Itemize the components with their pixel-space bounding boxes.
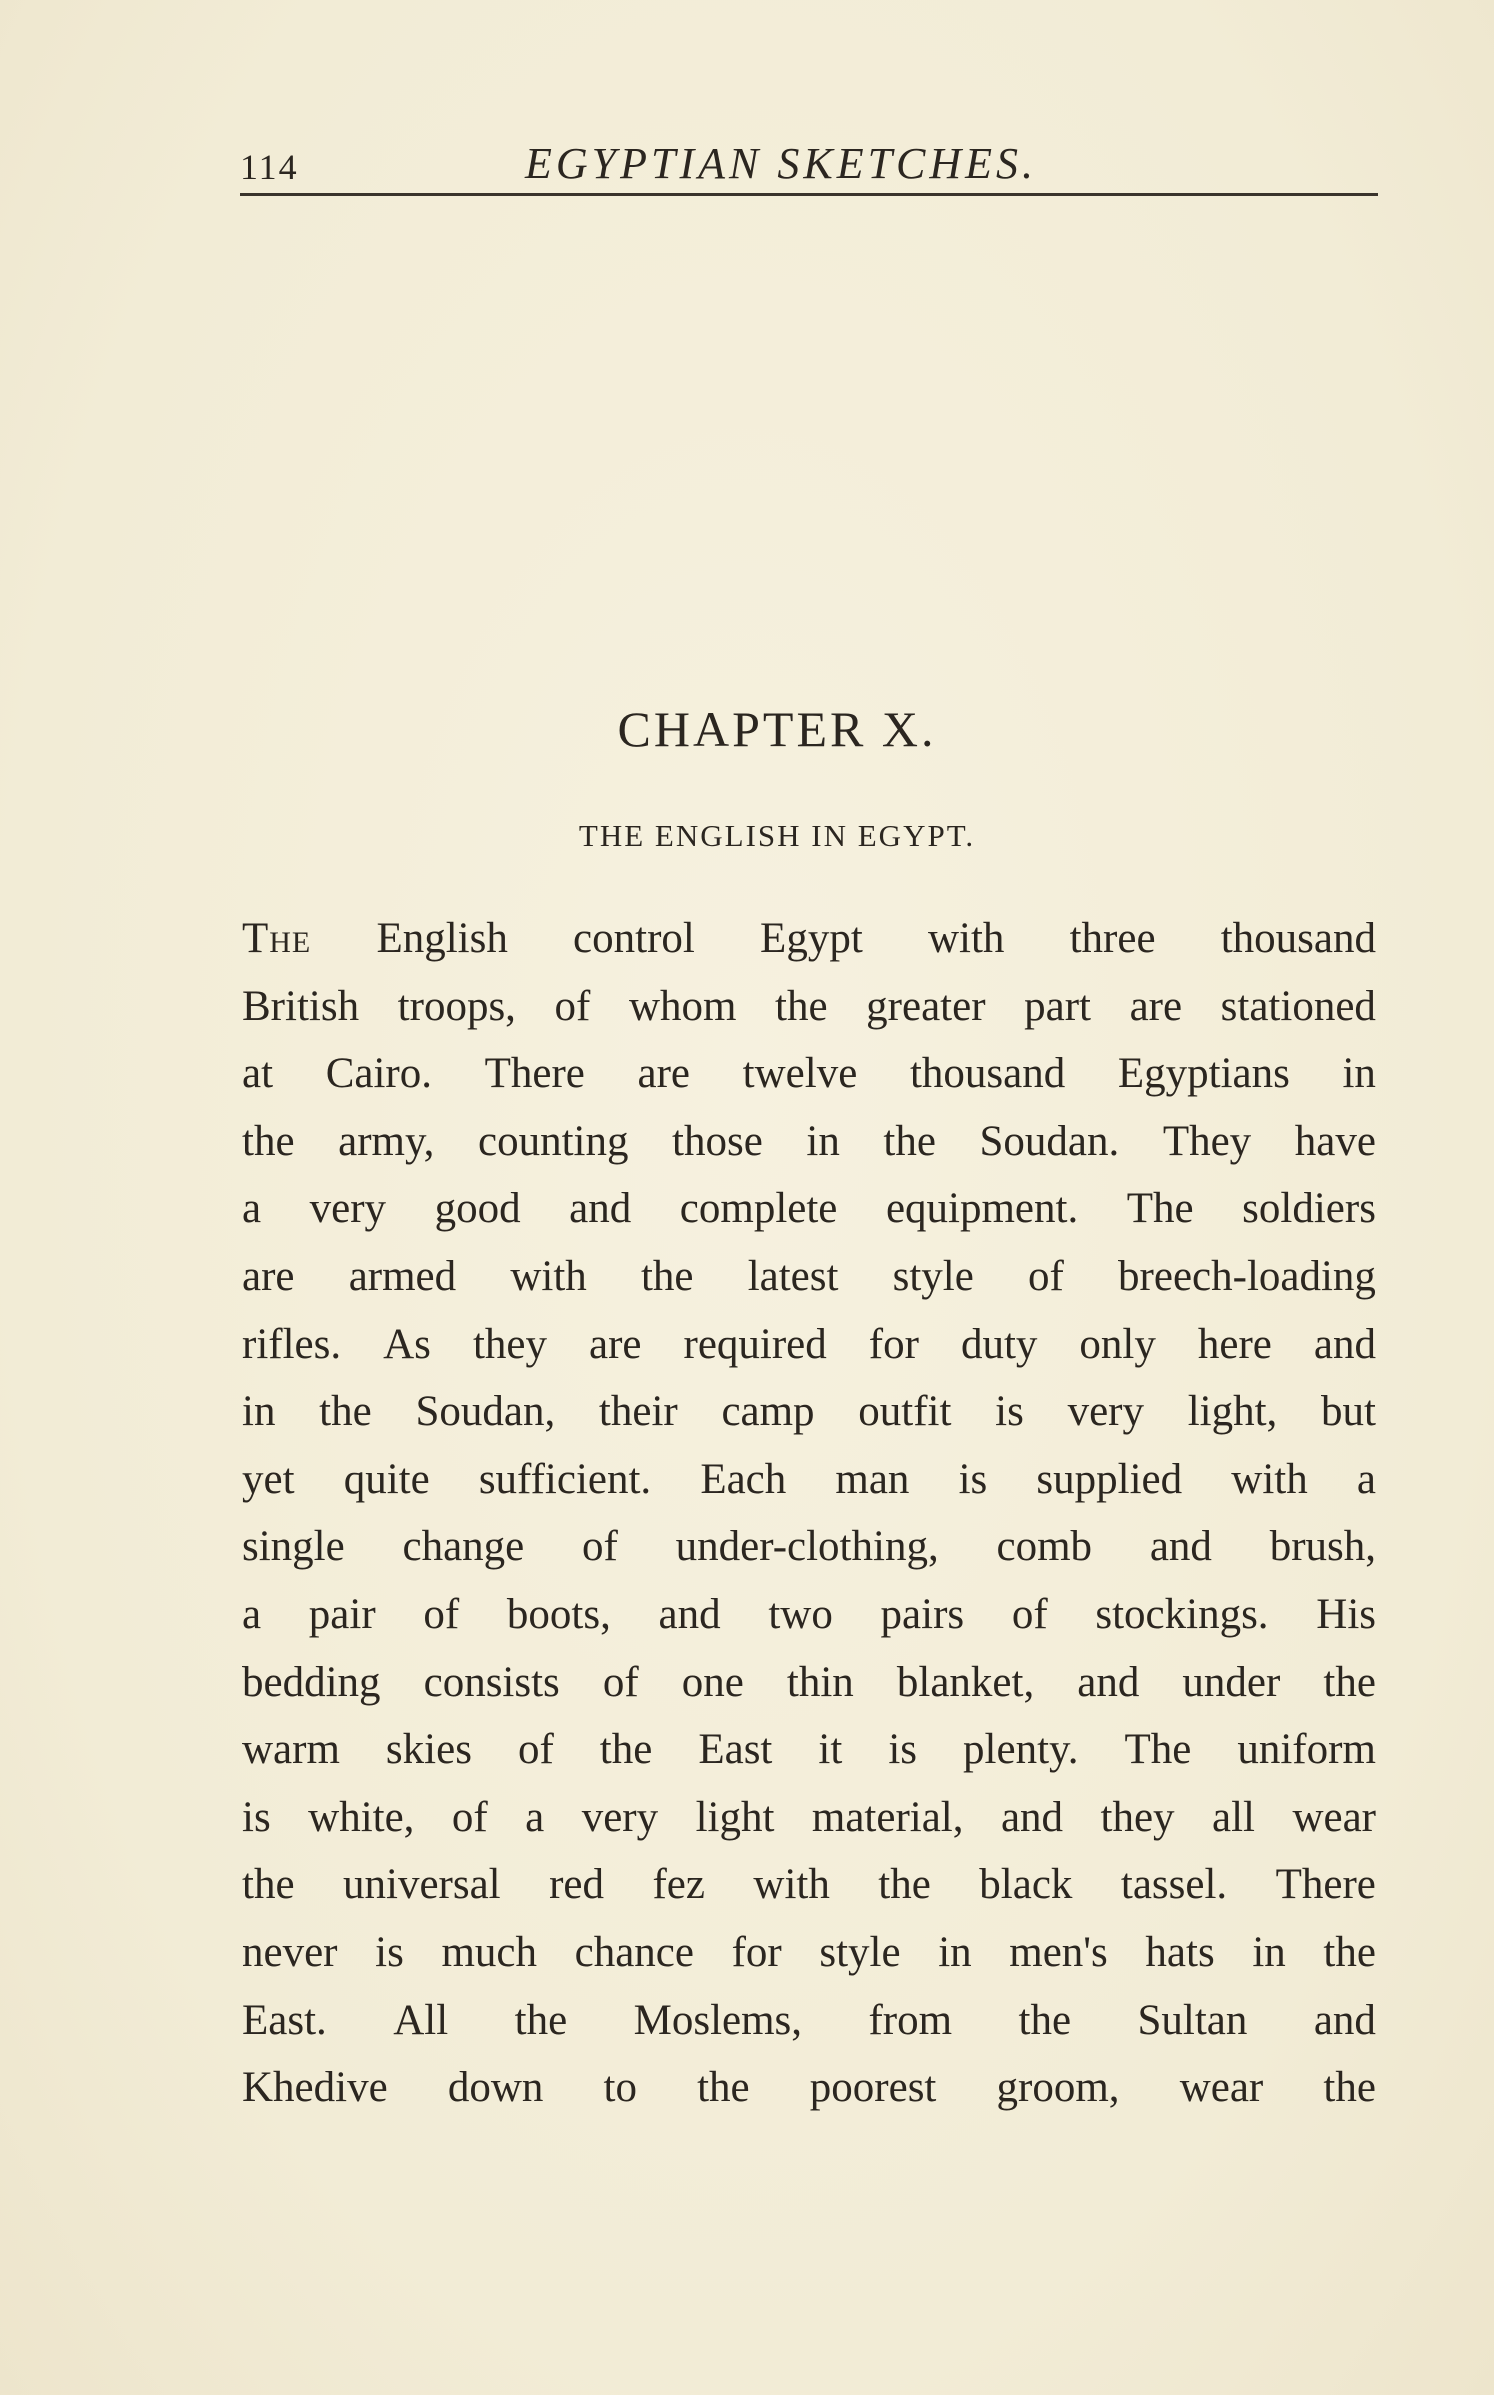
lead-word: The [242, 915, 312, 962]
text-line: a very good and complete equipment. The soldiers [242, 1185, 1376, 1233]
chapter-title: CHAPTER X. [617, 701, 937, 757]
header-rule [240, 193, 1378, 196]
text-line: are armed with the latest style of breech-loading [242, 1252, 1376, 1300]
text-line: rifles. As they are required for duty only here and [242, 1320, 1376, 1368]
text-line: yet quite sufficient. Each man is supplied with a [242, 1455, 1376, 1503]
text-line: is white, of a very light material, and they all wear [242, 1793, 1376, 1841]
text-line: the universal red fez with the black tassel. There [242, 1861, 1376, 1909]
text-line: in the Soudan, their camp outfit is very light, but [242, 1388, 1376, 1436]
running-title: EGYPTIAN SKETCHES. [525, 139, 1038, 188]
chapter-subtitle: THE ENGLISH IN EGYPT. [578, 818, 976, 853]
text-line: The English control Egypt with three thousand [242, 905, 1376, 973]
text-line: British troops, of whom the greater part are stationed [242, 982, 1376, 1030]
text-line: East. All the Moslems, from the Sultan and [242, 1996, 1376, 2044]
running-head [240, 138, 1380, 198]
text-line: Khedive down to the poorest groom, wear the [242, 2064, 1376, 2112]
text-line: single change of under-clothing, comb and brush, [242, 1523, 1376, 1571]
text-line: a pair of boots, and two pairs of stockings. His [242, 1590, 1376, 1638]
text-line: at Cairo. There are twelve thousand Egyptians in [242, 1050, 1376, 1098]
text-line: bedding consists of one thin blanket, and under the [242, 1658, 1376, 1706]
text-line: the army, counting those in the Soudan. They have [242, 1117, 1376, 1165]
text-line: never is much chance for style in men's hats in the [242, 1928, 1376, 1976]
page-number: 114 [240, 147, 299, 187]
text-line: warm skies of the East it is plenty. The uniform [242, 1726, 1376, 1774]
body-text [242, 905, 1376, 2122]
